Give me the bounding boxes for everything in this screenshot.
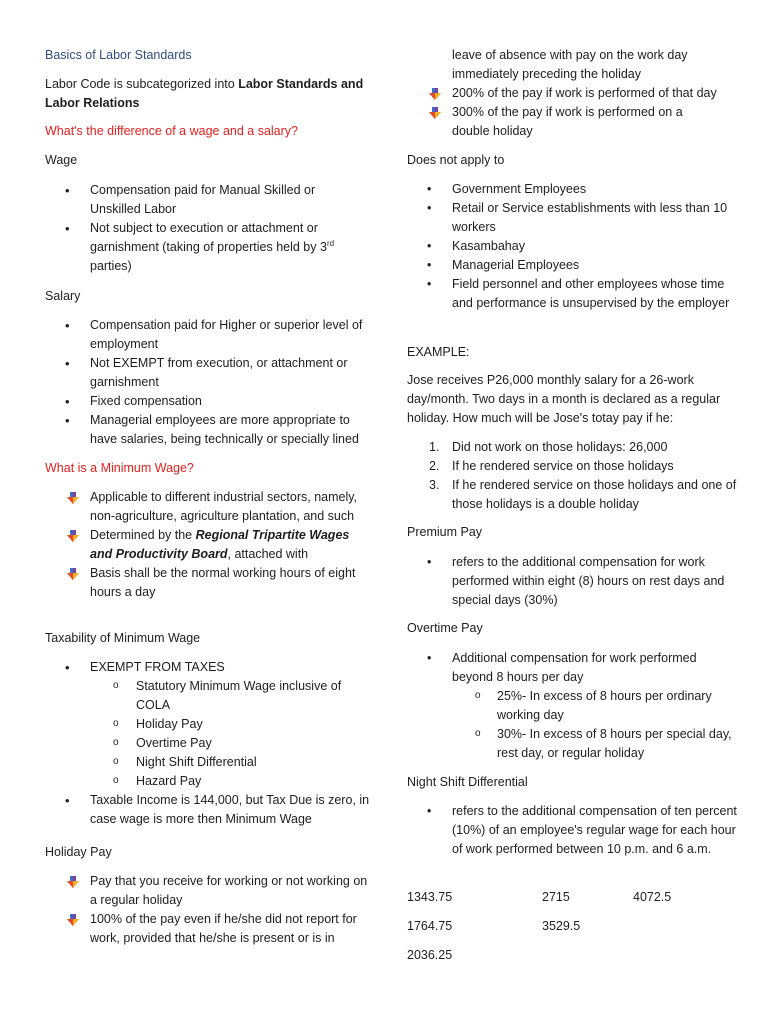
list-item xyxy=(45,316,370,354)
night-shift-list xyxy=(407,802,737,859)
list-item-text: Pay that you receive for working or not working on a regular holiday xyxy=(90,874,368,907)
intro-bold-text: Labor Standards and Labor Relations xyxy=(45,77,364,110)
question-wage-salary: What's the difference of a wage and a salary? xyxy=(45,124,299,138)
list-item-text: Managerial Employees xyxy=(452,258,580,272)
not-apply-list xyxy=(407,180,737,313)
list-item xyxy=(407,476,737,514)
list-item-text: Not subject to execution or attachment or garnishment (taking of properties held by 3 xyxy=(90,221,327,254)
multicolor-down-arrow-icon xyxy=(429,107,441,119)
intro-paragraph xyxy=(45,75,370,113)
list-item-text: Fixed compensation xyxy=(90,394,202,408)
list-number: 1. xyxy=(429,440,440,454)
list-item xyxy=(407,180,737,199)
holiday-heading: Holiday Pay xyxy=(45,845,112,859)
list-item-text: Field personnel and other employees whose time and performance is unsupervised by the employer xyxy=(452,277,730,310)
list-item xyxy=(45,564,370,602)
salary-list xyxy=(45,316,370,449)
multicolor-down-arrow-icon xyxy=(67,568,79,580)
list-item-text: Basis shall be the normal working hours of eight hours a day xyxy=(90,566,356,599)
not-apply-heading: Does not apply to xyxy=(407,153,505,167)
example-heading: EXAMPLE: xyxy=(407,345,470,359)
list-item-text: refers to the additional compensation of ten percent (10%) of an employee's regular wage for each hour of work performed between 10 p.m. and 6 a.m. xyxy=(452,804,737,856)
list-item-text: Hazard Pay xyxy=(136,774,202,788)
list-item-text: 200% of the pay if work is performed of that day xyxy=(452,86,717,100)
list-number: 3. xyxy=(429,478,440,492)
list-item xyxy=(407,103,737,141)
sub-list-item xyxy=(407,687,737,725)
list-item-text: 300% of the pay if work is performed on a double holiday xyxy=(452,105,683,138)
question-minimum-wage: What is a Minimum Wage? xyxy=(45,461,194,475)
list-item-text: Holiday Pay xyxy=(136,717,203,731)
list-item-text: Applicable to different industrial sectors, namely, non-agriculture, agriculture plantation, and such xyxy=(90,490,358,523)
wage-heading: Wage xyxy=(45,153,78,167)
list-item-text: If he rendered service on those holidays xyxy=(452,459,674,473)
multicolor-down-arrow-icon xyxy=(67,876,79,888)
list-item-text: Statutory Minimum Wage inclusive of COLA xyxy=(136,679,342,712)
intro-text: Labor Code is subcategorized into xyxy=(45,77,239,91)
list-item xyxy=(45,488,370,526)
list-item xyxy=(45,181,370,219)
list-item xyxy=(45,910,370,948)
overtime-heading: Overtime Pay xyxy=(407,621,483,635)
list-item xyxy=(45,658,370,677)
number-value: 2036.25 xyxy=(407,948,453,962)
list-item xyxy=(407,256,737,275)
list-item-text: Additional compensation for work performed beyond 8 hours per day xyxy=(452,651,697,684)
list-item-text: 25%- In excess of 8 hours per ordinary working day xyxy=(497,689,712,722)
multicolor-down-arrow-icon xyxy=(67,914,79,926)
board-name: Regional Tripartite Wages and Productivity Board xyxy=(90,528,350,561)
document-title: Basics of Labor Standards xyxy=(45,48,192,62)
superscript: rd xyxy=(326,238,335,248)
example-list xyxy=(407,438,737,514)
list-item-text: Did not work on those holidays: 26,000 xyxy=(452,440,668,454)
list-item xyxy=(45,791,370,829)
list-item-text: If he rendered service on those holidays and one of those holidays is a double holiday xyxy=(452,478,737,511)
list-item xyxy=(407,802,737,859)
night-shift-heading: Night Shift Differential xyxy=(407,775,528,789)
list-item-text: Retail or Service establishments with less than 10 workers xyxy=(452,201,728,234)
sub-list-item xyxy=(407,725,737,763)
holiday-list-continued xyxy=(407,84,737,141)
salary-heading: Salary xyxy=(45,289,81,303)
list-item-text: Kasambahay xyxy=(452,239,525,253)
list-item xyxy=(407,649,737,687)
list-item xyxy=(407,199,737,237)
list-item xyxy=(407,275,737,313)
list-item-text: Overtime Pay xyxy=(136,736,212,750)
list-item xyxy=(45,411,370,449)
list-item-text: refers to the additional compensation for work performed within eight (8) hours on rest days and special days (30%) xyxy=(452,555,725,607)
list-item xyxy=(45,354,370,392)
premium-list xyxy=(407,553,737,610)
sub-list-item xyxy=(45,734,370,753)
list-item-text: Compensation paid for Higher or superior level of employment xyxy=(90,318,363,351)
list-item xyxy=(45,872,370,910)
list-item xyxy=(45,219,370,276)
number-value: 1764.75 xyxy=(407,919,453,933)
list-item-text: Taxable Income is 144,000, but Tax Due is zero, in case wage is more then Minimum Wage xyxy=(90,793,370,826)
list-item xyxy=(45,392,370,411)
list-item-text: Not EXEMPT from execution, or attachment or garnishment xyxy=(90,356,348,389)
multicolor-down-arrow-icon xyxy=(67,530,79,542)
list-item xyxy=(407,237,737,256)
number-value: 2715 xyxy=(542,890,570,904)
premium-heading: Premium Pay xyxy=(407,525,483,539)
overtime-list xyxy=(407,649,737,763)
list-item-text: , attached with xyxy=(227,547,309,561)
multicolor-down-arrow-icon xyxy=(429,88,441,100)
list-item-text: Night Shift Differential xyxy=(136,755,257,769)
holiday-continued-text: leave of absence with pay on the work day immediately preceding the holiday xyxy=(452,48,688,81)
list-item-text: Determined by the xyxy=(90,528,196,542)
list-number: 2. xyxy=(429,459,440,473)
wage-list xyxy=(45,181,370,276)
list-item-text: Compensation paid for Manual Skilled or Unskilled Labor xyxy=(90,183,316,216)
multicolor-down-arrow-icon xyxy=(67,492,79,504)
list-item xyxy=(407,553,737,610)
sub-list-item xyxy=(45,753,370,772)
list-item-text: Government Employees xyxy=(452,182,587,196)
sub-list-item xyxy=(45,677,370,715)
taxability-heading: Taxability of Minimum Wage xyxy=(45,631,201,645)
sub-list-item xyxy=(45,715,370,734)
minimum-wage-list xyxy=(45,488,370,602)
list-item-text: EXEMPT FROM TAXES xyxy=(90,660,225,674)
holiday-list xyxy=(45,872,370,948)
list-item-text: 30%- In excess of 8 hours per special day, rest day, or regular holiday xyxy=(497,727,732,760)
taxability-list xyxy=(45,658,370,829)
list-item-text: Managerial employees are more appropriate to have salaries, being technically or specially lined xyxy=(90,413,359,446)
example-paragraph: Jose receives P26,000 monthly salary for a 26-work day/month. Two days in a month is declared as a regular holiday. How much will be Jose's totay pay if he: xyxy=(407,373,721,425)
list-item xyxy=(45,526,370,564)
list-item xyxy=(407,438,737,457)
list-item-text: parties) xyxy=(90,259,132,273)
number-value: 4072.5 xyxy=(633,890,672,904)
number-value: 1343.75 xyxy=(407,890,453,904)
sub-list-item xyxy=(45,772,370,791)
list-item-text: 100% of the pay even if he/she did not report for work, provided that he/she is present or is in xyxy=(90,912,357,945)
number-value: 3529.5 xyxy=(542,919,581,933)
list-item xyxy=(407,84,737,103)
list-item xyxy=(407,457,737,476)
